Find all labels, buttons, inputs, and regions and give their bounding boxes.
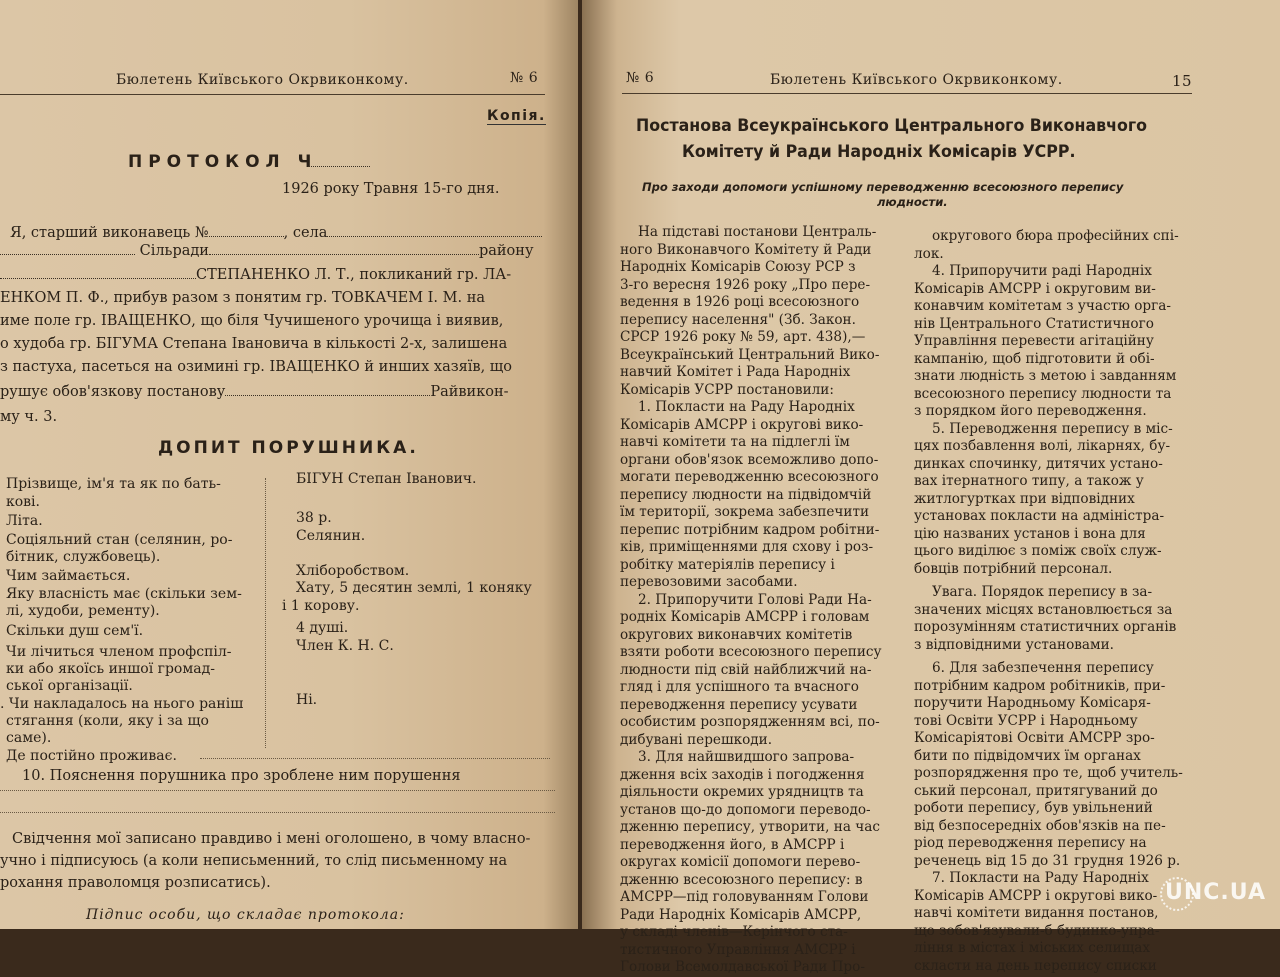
body-line: , села (283, 225, 328, 241)
footer-line: рохання праволомця розписатись). (0, 875, 271, 891)
answer-item: 38 р. (296, 510, 332, 526)
text-line: цього виділює з поміж своїх служ- (914, 543, 1162, 559)
answer-item: Член К. Н. С. (296, 638, 394, 654)
page-number: 15 (1172, 72, 1193, 90)
answer-item: Хату, 5 десятин землі, 1 коняку (296, 580, 532, 596)
body-line: СТЕПАНЕНКО Л. Т., покликаний гр. ЛА- (196, 267, 512, 283)
paragraph (914, 870, 1192, 975)
text-line: переводження його, в АМСРР і (620, 836, 845, 853)
text-line: навчі комітети видання постанов, (914, 905, 1159, 921)
text-line: 3-го вересня 1926 року „Про пере- (620, 276, 871, 293)
signature-line: Підпис особи, що складає протокола: (86, 907, 405, 923)
answer-item: Селянин. (296, 528, 366, 544)
footer-line: Свідчення мої записано правдиво і мені оголошено, в чому власно- (12, 831, 531, 847)
header-rule (0, 94, 545, 95)
text-line: нів Центрального Статистичного (914, 315, 1154, 332)
decree-subtitle: Про заходи допомоги успішному переводженню всесоюзного перепису (642, 180, 1124, 194)
decree-title: Комітету й Ради Народніх Комісарів УСРР. (682, 142, 1076, 162)
text-line: вах ітернатного типу, а також у (914, 473, 1144, 489)
paragraph (914, 584, 1192, 654)
left-page (0, 0, 578, 929)
text-line: навчий Комітет і Рада Народніх (620, 364, 851, 380)
body-line: му ч. 3. (0, 409, 58, 425)
question-item: Чим займається. (6, 568, 131, 584)
left-header-number: № 6 (510, 70, 539, 86)
paragraph (914, 421, 1192, 579)
text-line: Всеукраїнський Центральний Вико- (620, 346, 880, 363)
text-line: від безпосередніх обов'язків на пе- (914, 817, 1166, 834)
text-line: Народніх Комісарів Союзу РСР з (620, 259, 856, 275)
text-line: ський персонал, притягуваний до (914, 782, 1158, 799)
paragraph (620, 592, 896, 750)
text-line: 7. Покласти на Раду Народніх (932, 870, 1149, 886)
text-line: навчі комітети та на підлеглі їм (620, 434, 850, 450)
text-line: ного Виконавчого Комітету й Ради (620, 241, 872, 258)
text-line: порозумінням статистичних органів (914, 619, 1177, 635)
text-line: людности під свій найближчий на- (620, 661, 872, 678)
text-line: Голови Всемолдавської Ради Про- (620, 959, 865, 975)
text-line: розпорядження про те, щоб учитель- (914, 765, 1183, 781)
body-line: Сільради (139, 243, 209, 259)
question-item: Соціяльний стан (селянин, ро- (6, 532, 233, 548)
text-line: округах комісії допомоги перево- (620, 854, 861, 870)
text-line: ріод переводження перепису на (914, 835, 1147, 851)
text-line: бовців потрібний персонал. (914, 560, 1113, 577)
question-item: Де постійно проживає. (6, 748, 177, 764)
text-line: робітку матеріялів перепису і (620, 556, 835, 573)
paragraph (914, 228, 1192, 263)
question-item: Літа. (6, 513, 43, 529)
text-line: родніх Комісарів АМСРР і головам (620, 609, 870, 625)
question-item: кові. (6, 494, 40, 510)
answer-item: Хліборобством. (296, 563, 410, 579)
text-line: що зобов'язували-б будинко-упра- (914, 922, 1160, 939)
text-line: знати людність з метою і завданням (914, 368, 1177, 384)
text-line: ків, приміщеннями для схову і роз- (620, 539, 874, 555)
text-line: дженню перепису, утворити, на час (620, 819, 880, 835)
item-10: 10. Пояснення порушника про зроблене ним порушення (22, 768, 461, 784)
question-item: Скільки душ сем'ї. (6, 623, 144, 639)
body-line: ЕНКОМ П. Ф., прибув разом з понятим гр. ТОВКАЧЕМ І. М. на (0, 290, 485, 306)
text-line: установах покласти на адміністра- (914, 508, 1165, 524)
text-line: перепису людности на підвідомчій (620, 486, 872, 503)
header-rule (622, 93, 1192, 94)
text-line: На підставі постанови Централь- (638, 224, 877, 240)
question-item: саме). (6, 730, 52, 746)
text-line: всесоюзного перепису людности та (914, 385, 1172, 402)
text-column-right (914, 228, 1192, 975)
text-line: особистим розпорядженням всі, по- (620, 714, 880, 730)
text-line: потрібним кадром робітників, при- (914, 677, 1166, 694)
question-item: Яку власність має (скільки зем- (6, 586, 242, 602)
text-line: 4. Припоручити раді Народніх (932, 263, 1152, 279)
paragraph (620, 749, 896, 977)
answer-item: 4 душі. (296, 620, 349, 636)
text-line: з порядком його переводження. (914, 403, 1147, 419)
body-line: о худоба гр. БІГУМА Степана Івановича в кількості 2-х, залишена (0, 336, 508, 352)
left-header-title: Бюлетень Київського Окрвиконкому. (116, 72, 409, 88)
copy-label: Копія. (487, 108, 546, 124)
text-line: перепис потрібним кадром робітни- (620, 521, 880, 538)
text-line: взяти роботи всесоюзного перепису (620, 644, 882, 660)
right-header-number: № 6 (626, 70, 655, 86)
text-line: цію названих установ і вона для (914, 525, 1146, 542)
decree-subtitle: людности. (877, 195, 948, 209)
text-line: поручити Народньому Комісаря- (914, 695, 1151, 711)
question-item: Чи лічиться членом профспіл- (6, 644, 232, 660)
text-line: Ради Народніх Комісарів АМСРР, (620, 906, 862, 923)
protocol-date: 1926 року Травня 15-го дня. (282, 181, 500, 197)
text-line: роботи перепису, був увільнений (914, 800, 1153, 816)
text-line: ління в містах і міських селищах (914, 940, 1151, 956)
protocol-title: ПРОТОКОЛ Ч (128, 152, 318, 172)
text-line: цях позбавлення волі, лікарнях, бу- (914, 438, 1171, 454)
text-line: кампанію, щоб підготовити й обі- (914, 350, 1155, 367)
text-line: Комісарів АМСРР і округові вико- (620, 416, 864, 433)
text-line: Управління перевести агітаційну (914, 333, 1154, 349)
body-line: рушує обов'язкову постанову (0, 384, 226, 400)
text-line: СРСР 1926 року № 59, арт. 438),— (620, 329, 866, 345)
answer-item: БІГУН Степан Іванович. (296, 471, 477, 487)
decree-title: Постанова Всеукраїнського Центрального Виконавчого (636, 116, 1147, 136)
text-line: органи обов'язок всеможливо допо- (620, 451, 879, 468)
text-line: з відповідними установами. (914, 636, 1114, 653)
footer-line: учно і підписуюсь (а коли неписьменний, то слід письменному на (0, 853, 508, 869)
text-line: округових виконавчих комітетів (620, 626, 853, 643)
body-line: з пастуха, пасеться на озимині гр. ІВАЩЕНКО й инших хазяїв, що (0, 359, 513, 375)
text-line: перепису населення" (Зб. Закон. (620, 311, 856, 328)
text-line: Комісарів АМСРР і округові вико- (914, 887, 1158, 904)
text-line: дибувані перешкоди. (620, 731, 773, 748)
text-line: лок. (914, 245, 944, 262)
question-item: ки або якоїсь иншої громад- (6, 661, 215, 677)
question-item: ської організації. (6, 678, 133, 694)
watermark: UNC.UA (1165, 880, 1266, 905)
text-line: конавчим комітетам з участю орга- (914, 298, 1171, 314)
paragraph (914, 660, 1192, 870)
text-line: гляд і для успішного та вчасного (620, 679, 859, 695)
text-column-left (620, 224, 896, 977)
question-item: бітник, службовець). (6, 549, 161, 565)
question-item: . Чи накладалось на нього раніш (0, 696, 244, 712)
text-line: АМСРР—під головуванням Голови (620, 889, 869, 905)
answer-item: Ні. (296, 692, 318, 708)
text-line: округового бюра професійних спі- (932, 228, 1179, 244)
text-line: бити по підвідомчих їм органах (914, 747, 1141, 764)
text-line: Комісарів АМСРР і округовим ви- (914, 280, 1156, 297)
paragraph (620, 224, 896, 399)
text-line: 2. Припоручити Голові Ради На- (638, 591, 872, 608)
body-line: име поле гр. ІВАЩЕНКО, що біля Чучишеного урочища і виявив, (0, 313, 504, 329)
text-line: динках спочинку, дитячих устано- (914, 455, 1163, 472)
text-line: їм території, зокрема забезпечити (620, 504, 870, 520)
question-item: Прізвище, ім'я та як по бать- (6, 476, 221, 492)
text-line: 1. Покласти на Раду Народніх (638, 399, 855, 415)
paragraph (914, 263, 1192, 421)
text-line: 5. Переводження перепису в міс- (932, 420, 1173, 437)
text-line: Комісаріятові Освіти АМСРР зро- (914, 730, 1155, 746)
text-line: скласти на день перепису списки (914, 957, 1157, 974)
text-line: у складі членів—Керінчого ста- (620, 924, 848, 940)
text-line: переводження перепису усувати (620, 696, 858, 713)
text-line: установ що-до допомоги переводо- (620, 801, 871, 818)
text-line: могати переводженню всесоюзного (620, 469, 879, 485)
body-line: району (478, 243, 534, 259)
text-line: Увага. Порядок перепису в за- (932, 584, 1153, 600)
text-line: реченець від 15 до 31 грудня 1926 р. (914, 852, 1181, 869)
text-line: значених місцях встановлюється за (914, 601, 1173, 618)
text-line: перевозовими засобами. (620, 574, 798, 590)
right-header-title: Бюлетень Київського Окрвиконкому. (770, 72, 1063, 88)
text-line: дженню всесоюзного перепису: в (620, 871, 863, 888)
paragraph (620, 399, 896, 592)
body-line: Я, старший виконавець № (10, 225, 209, 241)
text-line: 3. Для найшвидшого запрова- (638, 749, 855, 765)
text-line: житлогуртках при відповідних (914, 490, 1135, 507)
body-line: Райвикон- (430, 384, 509, 400)
text-line: 6. Для забезпечення перепису (932, 660, 1154, 676)
text-line: діяльности окремих урядництв та (620, 784, 864, 800)
question-item: стягання (коли, яку і за що (6, 713, 209, 729)
interrogation-title: ДОПИТ ПОРУШНИКА. (158, 438, 419, 458)
text-line: тові Освіти УСРР і Народньому (914, 712, 1138, 729)
text-line: тистичного Управління АМСРР і (620, 941, 856, 958)
text-line: дження всіх заходів і погодження (620, 766, 865, 783)
text-line: Комісарів УСРР постановили: (620, 381, 834, 398)
text-line: ведення в 1926 році всесоюзного (620, 294, 860, 310)
answer-item: і 1 корову. (282, 598, 360, 614)
question-item: лі, худоби, ременту). (6, 603, 160, 619)
right-page (582, 0, 1280, 975)
